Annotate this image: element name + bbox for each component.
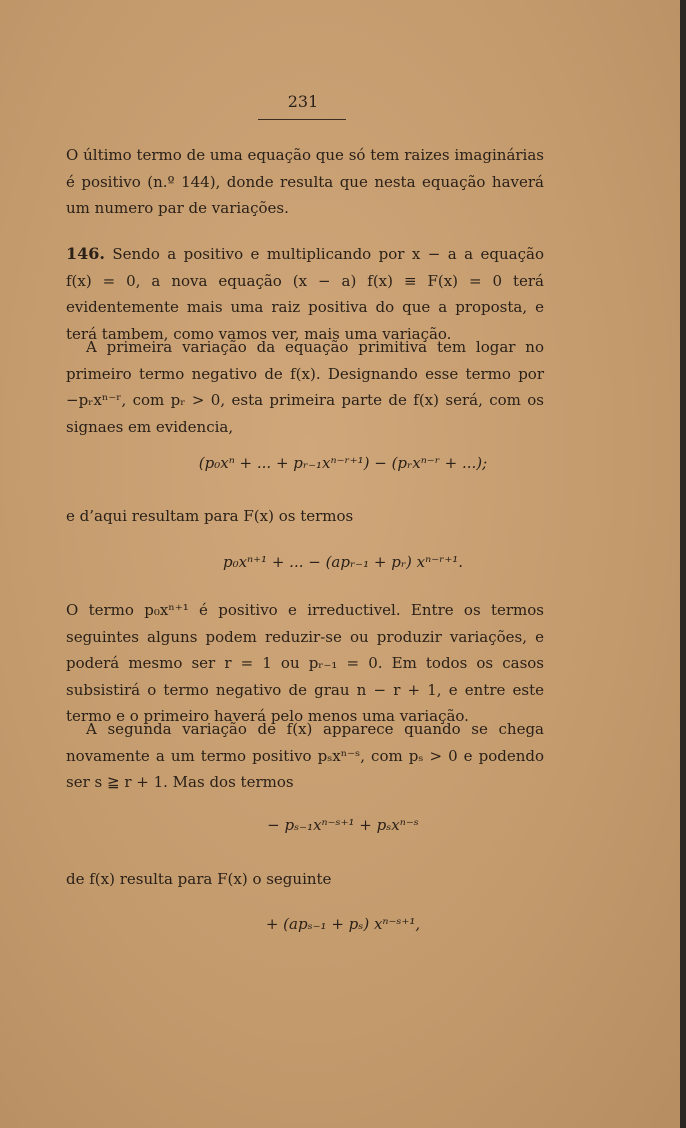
formula-2: p₀xⁿ⁺¹ + ... − (apᵣ₋₁ + pᵣ) xⁿ⁻ʳ⁺¹.: [222, 553, 464, 571]
header-rule: [258, 119, 346, 120]
section-number: 146.: [66, 244, 105, 263]
formula-4: + (apₛ₋₁ + pₛ) xⁿ⁻ˢ⁺¹,: [265, 915, 421, 933]
paragraph-6: A segunda variação de f(x) apparece quando se chega novamente a um termo positivo pₛxⁿ⁻ˢ, com pₛ > 0 e podendo ser s ≧ r + 1. Mas dos termos: [66, 720, 544, 791]
paragraph-1: O último termo de uma equação que só tem raizes imaginárias é positivo (n.º 144), donde resulta que nesta equação haverá um numero par de variações.: [66, 146, 544, 217]
formula-3: − pₛ₋₁xⁿ⁻ˢ⁺¹ + pₛxⁿ⁻ˢ: [267, 816, 419, 834]
formula-1: (p₀xⁿ + ... + pᵣ₋₁xⁿ⁻ʳ⁺¹) − (pᵣxⁿ⁻ʳ + ...);: [198, 454, 488, 472]
paragraph-7: de f(x) resulta para F(x) o seguinte: [66, 870, 332, 888]
paragraph-5: O termo p₀xⁿ⁺¹ é positivo e irreductivel. Entre os termos seguintes alguns podem reduzir-se ou produzir variações, e poderá mesmo ser r = 1 ou pᵣ₋₁ = 0. Em todos os casos subsistirá o termo negativo de grau n − r + 1, e entre este termo e o primeiro haverá pelo menos uma variação.: [66, 601, 544, 725]
paragraph-3: A primeira variação da equação primitiva tem logar no primeiro termo negativo de f(x). Designando esse termo por −pᵣxⁿ⁻ʳ, com pᵣ > 0, esta primeira parte de f(x) será, com os signaes em evidencia,: [66, 338, 544, 436]
paragraph-146: [66, 241, 544, 347]
paragraph-146-text: Sendo a positivo e multiplicando por x − a a equação f(x) = 0, a nova equação (x − a) f(x) ≡ F(x) = 0 terá evidentemente mais uma raiz positiva do que a proposta, e terá tambem, como vamos ver, mais uma variação.: [66, 245, 544, 343]
paragraph-4: e d’aqui resultam para F(x) os termos: [66, 507, 354, 525]
page-number: 231: [287, 92, 319, 111]
